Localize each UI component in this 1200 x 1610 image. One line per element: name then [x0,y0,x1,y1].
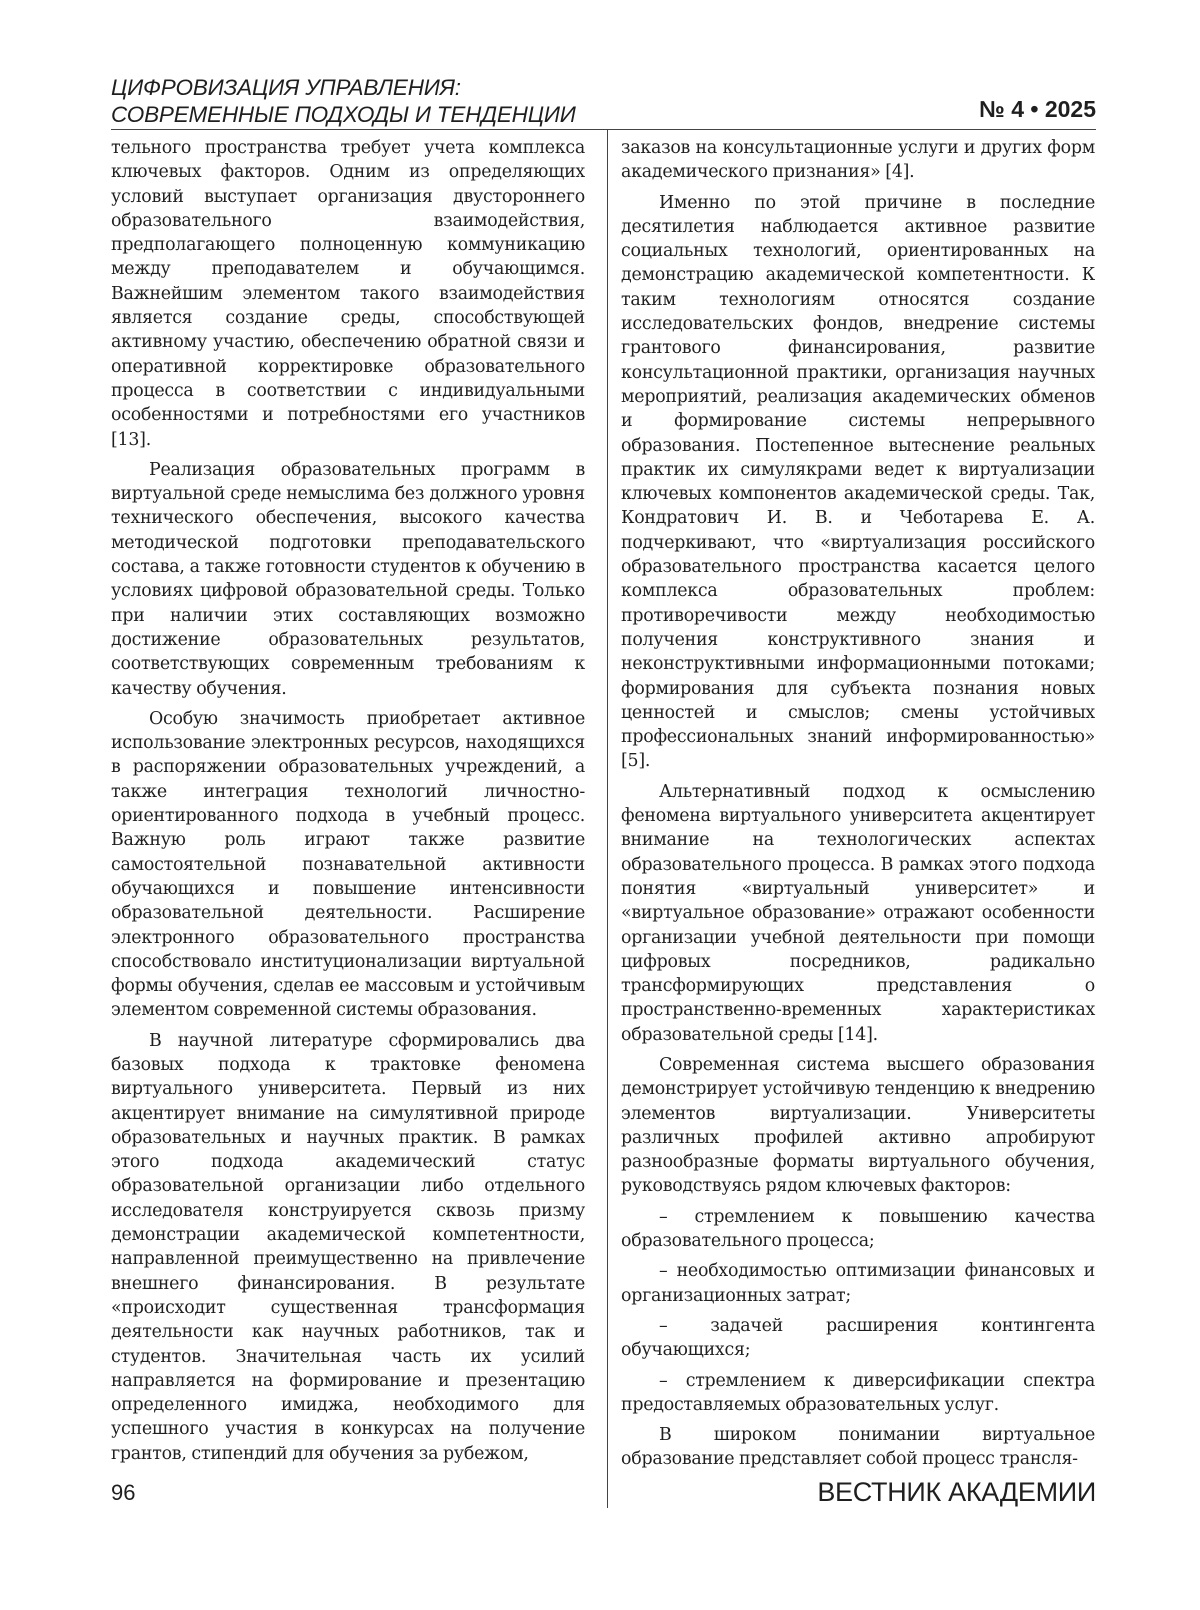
page-number: 96 [111,1480,136,1505]
list-item: – стремлением к повышению качества образовательного процесса; [621,1206,1095,1252]
column-separator [607,129,608,1508]
issue-number: № 4 • 2025 [979,96,1096,122]
paragraph: тельного пространства требует учета комплекса ключевых факторов. Одним из определяющих условий выступает организация двустороннего образовательного взаимодействия, предполагающего полноценную коммуникацию между преподавателем и обучающимся. Важнейшим элементом такого взаимодействия является создание среды, способствующей активному участию, обеспечению обратной связи и оперативной корректировке образовательного процесса в соответствии с индивидуальными особенностями и потребностями его участников [13]. [111,138,585,450]
paragraph: Особую значимость приобретает активное использование электронных ресурсов, находящихся в распоряжении образовательных учреждений, а также интеграция технологий личностно-ориентированного подхода в учебный процесс. Важную роль играют также развитие самостоятельной познавательной активности обучающихся и повышение интенсивности образовательной деятельности. Расширение электронного образовательного пространства способствовало институционализации виртуальной формы обучения, сделав ее массовым и устойчивым элементом современной системы образования. [111,708,585,1021]
section-title-line-2: СОВРЕМЕННЫЕ ПОДХОДЫ И ТЕНДЕНЦИИ [111,102,576,127]
header-rule [111,129,1096,130]
paragraph: Именно по этой причине в последние десятилетия наблюдается активное развитие социальных технологий, ориентированных на демонстрацию академической компетентности. К таким технологиям относятся создание исследовательских фондов, внедрение системы грантового финансирования, развитие консультационной практики, организация научных мероприятий, реализация академических обменов и формирование системы непрерывного образования. Постепенное вытеснение реальных практик их симулякрами ведет к виртуализации ключевых компонентов академической среды. Так, Кондратович И. В. и Чеботарева Е. А. подчеркивают, что «виртуализация российского образовательного пространства касается целого комплекса образовательных проблем: противоречивости между необходимостью получения конструктивного знания и неконструктивными информационными потоками; формирования для субъекта познания новых ценностей и смыслов; смены устойчивых профессиональных знаний информированностью» [5]. [621,192,1095,772]
paragraph: В научной литературе сформировались два базовых подхода к трактовке феномена виртуального университета. Первый из них акцентирует внимание на симулятивной природе образовательных и научных практик. В рамках этого подхода академический статус образовательной организации либо отдельного исследователя конструируется сквозь призму демонстрации академической компетентности, направленной преимущественно на привлечение внешнего финансирования. В результате «происходит существенная трансформация деятельности как научных работников, так и студентов. Значительная часть их усилий направляется на формирование и презентацию определенного имиджа, необходимого для успешного участия в конкурсах на получение грантов, стипендий для обучения за рубежом, [111,1030,585,1464]
paragraph: заказов на консультационные услуги и других форм академического признания» [4]. [621,138,1095,183]
list-item: – необходимостью оптимизации финансовых и организационных затрат; [621,1261,1095,1306]
paragraph: Современная система высшего образования демонстрирует устойчивую тенденцию к внедрению элементов виртуализации. Университеты различных профилей активно апробируют разнообразные форматы виртуального обучения, руководствуясь рядом ключевых факторов: [621,1054,1095,1197]
section-title [111,74,576,128]
list-item: – стремлением к диверсификации спектра предоставляемых образовательных услуг. [621,1370,1095,1415]
paragraph: В широком понимании виртуальное образование представляет собой процесс трансля- [621,1425,1095,1470]
paragraph: Реализация образовательных программ в виртуальной среде немыслима без должного уровня технического обеспечения, высокого качества методической подготовки преподавательского состава, а также готовности студентов к обучению в условиях цифровой образовательной среды. Только при наличии этих составляющих возможно достижение образовательных результатов, соответствующих современным требованиям к качеству обучения. [111,459,585,699]
list-item: – задачей расширения контингента обучающихся; [621,1315,1095,1361]
left-column [111,136,585,1472]
section-title-line-1: ЦИФРОВИЗАЦИЯ УПРАВЛЕНИЯ: [111,75,461,100]
right-column [621,136,1095,1478]
journal-name: ВЕСТНИК АКАДЕМИИ [817,1477,1096,1507]
paragraph: Альтернативный подход к осмыслению феномена виртуального университета акцентирует внимание на технологических аспектах образовательного процесса. В рамках этого подхода понятия «виртуальный университет» и «виртуальное образование» отражают особенности организации учебной деятельности при помощи цифровых посредников, радикально трансформирующих представления о пространственно-временных характеристиках образовательной среды [14]. [621,781,1095,1045]
